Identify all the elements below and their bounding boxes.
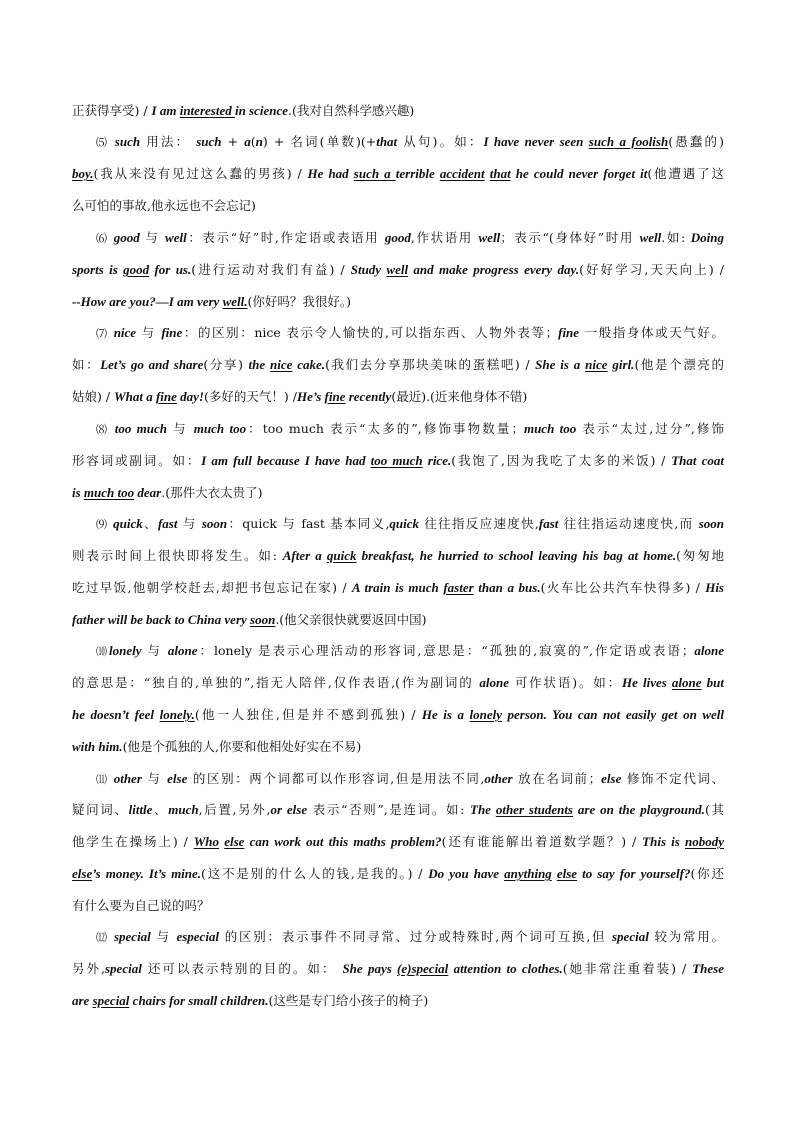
example-text: else <box>167 771 188 786</box>
body-text: 与 <box>141 643 168 658</box>
example-text: rice. <box>422 453 452 468</box>
example-text: quick <box>113 516 143 531</box>
body-text: 、 <box>142 516 158 531</box>
example-text: sports is <box>72 262 124 277</box>
example-text: He is a <box>421 707 470 722</box>
body-text: ,后置,另外, <box>198 802 271 817</box>
example-text: is <box>72 485 84 500</box>
body-text: ：quick 与 fast 基本同义, <box>227 516 390 531</box>
text-line <box>72 864 724 884</box>
example-text: recently <box>345 389 392 404</box>
example-text: soon <box>201 516 228 531</box>
body-text: 较为常用。 <box>648 929 724 944</box>
underlined-term: other students <box>495 802 573 817</box>
body-text: (最近).(近来他身体不错) <box>391 389 528 404</box>
underlined-term: that <box>489 166 511 181</box>
body-text: 修饰不定代词、 <box>621 771 724 786</box>
example-text: --How are you?—I am very <box>72 294 223 309</box>
underlined-term: special <box>92 993 130 1008</box>
example-text: father will be back to China very <box>72 612 251 627</box>
text-line <box>96 514 724 535</box>
body-text: 与 <box>167 421 194 436</box>
example-text: other <box>484 771 513 786</box>
underlined-term: quick <box>326 548 357 563</box>
example-text: I have never seen <box>483 134 589 149</box>
body-text: 、 <box>152 802 169 817</box>
example-text: but <box>701 675 724 690</box>
underlined-term: lonely. <box>159 707 195 722</box>
body-text: 与 <box>150 929 177 944</box>
text-line <box>72 737 724 757</box>
example-text: much too <box>523 421 577 436</box>
example-text: After a <box>282 548 327 563</box>
example-text: cake. <box>292 357 326 372</box>
example-text: I am <box>151 103 180 118</box>
example-text: alone <box>167 643 198 658</box>
body-text: 从句)。如： <box>397 134 484 149</box>
example-text: especial <box>176 929 220 944</box>
body-text: 还可以表示特别的目的。如： <box>141 961 343 976</box>
example-text: person. You can not easily get on well <box>502 707 724 722</box>
underlined-term: nice <box>270 357 293 372</box>
body-text: 正获得享受) / <box>72 103 152 118</box>
body-text: (这些是专门给小孩子的椅子) <box>268 993 429 1008</box>
example-text: alone <box>694 643 724 658</box>
body-text: 一般指身体或天气好。 <box>579 325 724 340</box>
text-line <box>72 387 724 407</box>
body-text: 的区别：表示事件不同寻常、过分或特殊时,两个词可互换,但 <box>219 929 612 944</box>
example-text: fine <box>161 325 183 340</box>
example-text: Doing <box>690 230 724 245</box>
body-text: (他遭遇了这 <box>647 166 724 181</box>
body-text: 可作状语)。如： <box>509 675 622 690</box>
example-text: and make progress every day. <box>408 262 580 277</box>
item-number: ⑺ <box>96 327 114 340</box>
underlined-term: such a foolish <box>588 134 669 149</box>
body-text: 的区别：两个词都可以作形容词,但是用法不同, <box>187 771 485 786</box>
item-number: ⑽ <box>96 645 109 658</box>
example-text: or else <box>270 802 308 817</box>
body-text: ：的区别：nice 表示令人愉快的,可以指东西、人物外表等； <box>182 325 559 340</box>
body-text: 用法： <box>140 134 197 149</box>
item-number: ⑸ <box>96 136 115 149</box>
example-text: soon <box>698 516 724 531</box>
example-text: much <box>168 802 199 817</box>
example-text: Study <box>350 262 387 277</box>
body-text: (我从来没有见过这么蠢的男孩) / <box>93 166 308 181</box>
body-text: 放在名词前； <box>512 771 602 786</box>
example-text: for us. <box>149 262 192 277</box>
example-text: fast <box>538 516 559 531</box>
body-text: .(那件大衣太贵了) <box>161 485 263 500</box>
underlined-term: anything <box>504 866 552 881</box>
example-text: ’s money. It’s mine. <box>92 866 202 881</box>
body-text: (愚蠢的) <box>668 134 724 149</box>
body-text: (她非常注重着装) / <box>562 961 693 976</box>
example-text: Do you have <box>428 866 505 881</box>
body-text: (火车比公共汽车快得多) / <box>540 580 706 595</box>
body-text: 与 <box>136 325 162 340</box>
example-text: the <box>248 357 271 372</box>
example-text: than a bus. <box>473 580 541 595</box>
example-text: Let’s go and share <box>100 357 204 372</box>
underlined-term: alone <box>671 675 702 690</box>
body-text: 表示“否则”,是连词。如: <box>307 802 470 817</box>
body-text: 吃过早饭,他朝学校赶去,却把书包忘记在家) / <box>72 580 352 595</box>
body-text: 表示“太过,过分”,修饰 <box>576 421 724 436</box>
text-line <box>96 132 724 153</box>
example-text: special <box>105 961 142 976</box>
text-line <box>72 673 724 693</box>
underlined-term: (e)special <box>397 961 449 976</box>
underlined-term: else <box>72 866 93 881</box>
text-line <box>72 355 724 375</box>
text-line <box>72 196 724 216</box>
text-line <box>96 769 724 790</box>
example-text: special <box>612 929 649 944</box>
example-text: terrible <box>395 166 440 181</box>
example-text: I am full because I have had <box>201 453 371 468</box>
text-line <box>72 292 724 312</box>
example-text: n <box>255 134 263 149</box>
body-text: (分享) <box>203 357 249 372</box>
body-text: 与 <box>177 516 202 531</box>
example-text: nice <box>113 325 137 340</box>
body-text: 的意思是：“独自的,单独的”,指无人陪伴,仅作表语,(作为副词的 <box>72 675 480 690</box>
text-line <box>72 610 724 630</box>
body-text: ：表示“好”时,作定语或表语用 <box>186 230 385 245</box>
underlined-term: well <box>386 262 409 277</box>
text-line <box>96 323 724 344</box>
text-line <box>72 832 724 852</box>
example-text: alone <box>479 675 509 690</box>
text-line <box>72 164 724 184</box>
underlined-term: Who <box>193 834 220 849</box>
body-text: 与 <box>139 230 166 245</box>
example-text: She is a <box>535 357 586 372</box>
body-text: (还有谁能解出着道数学题？) / <box>441 834 643 849</box>
example-text: are <box>72 993 93 1008</box>
body-text: 如： <box>72 357 101 372</box>
example-text: he doesn’t feel <box>72 707 160 722</box>
example-text: His <box>705 580 724 595</box>
body-text: 另外, <box>72 961 105 976</box>
body-text: (我们去分享那块美味的蛋糕吧) / <box>325 357 536 372</box>
text-line <box>72 101 724 121</box>
body-text: 往往指运动速度快,而 <box>558 516 699 531</box>
body-text: (这不是别的什么人的钱,是我的。) / <box>201 866 429 881</box>
body-text: (匆匆地 <box>676 548 724 563</box>
underlined-term: nice <box>585 357 608 372</box>
example-text: That coat <box>671 453 724 468</box>
text-line <box>72 260 724 280</box>
example-text: are on the playground. <box>573 802 705 817</box>
body-text: (好好学习,天天向上) / <box>579 262 724 277</box>
body-text: (其 <box>704 802 724 817</box>
underlined-term: interested <box>179 103 235 118</box>
body-text: (他是个孤独的人,你要和他相处好实在不易) <box>122 739 362 754</box>
underlined-term: soon <box>250 612 276 627</box>
body-text: ；表示“(身体好”时用 <box>500 230 640 245</box>
body-text: ：too much 表示“太多的”,修饰事物数量； <box>246 421 524 436</box>
example-text: day! <box>176 389 204 404</box>
example-text: He’s <box>296 389 325 404</box>
body-text: 形容词或副词。如： <box>72 453 202 468</box>
body-text: ：lonely 是表示心理活动的形容词,意思是：“孤独的,寂寞的”,作定语或表语； <box>197 643 695 658</box>
body-text: .(我对自然科学感兴趣) <box>288 103 415 118</box>
example-text: can work out this maths problem? <box>244 834 442 849</box>
example-text: She pays <box>342 961 398 976</box>
body-text: .(他父亲很快就要返回中国) <box>275 612 427 627</box>
example-text: such <box>196 134 222 149</box>
body-text: 往往指反应速度快, <box>419 516 539 531</box>
body-text: (你好吗？我很好。) <box>247 294 351 309</box>
example-text: else <box>601 771 622 786</box>
text-line <box>72 578 724 598</box>
example-text: good <box>384 230 411 245</box>
body-text: ) + 名词(单数)(+ <box>262 134 377 149</box>
example-text: He had <box>307 166 354 181</box>
body-text: (多好的天气！) / <box>204 389 297 404</box>
body-text: ( <box>250 134 256 149</box>
example-text: in science <box>234 103 289 118</box>
example-text: such <box>114 134 141 149</box>
text-line <box>96 228 724 249</box>
underlined-term: nobody <box>685 834 724 849</box>
example-text: breakfast, he hurried to school leaving his bag at home. <box>356 548 677 563</box>
text-line <box>96 927 724 948</box>
underlined-term: accident <box>439 166 485 181</box>
text-line <box>72 451 724 471</box>
example-text: well <box>165 230 187 245</box>
example-text: fast <box>157 516 178 531</box>
body-text: 有什么要为自己说的吗？ <box>72 898 210 913</box>
body-text: .如: <box>661 230 691 245</box>
underlined-term: fine <box>324 389 346 404</box>
item-number: ⑼ <box>96 518 114 531</box>
example-text: well <box>639 230 662 245</box>
text-line <box>72 896 724 916</box>
example-text: girl. <box>607 357 635 372</box>
example-text: dear <box>134 485 162 500</box>
underlined-term: such a <box>353 166 396 181</box>
underlined-term: lonely <box>469 707 502 722</box>
underlined-term: fine <box>155 389 177 404</box>
body-text: (他是个漂亮的 <box>634 357 724 372</box>
example-text: A train is much <box>351 580 444 595</box>
example-text: other <box>113 771 142 786</box>
body-text: (他一人独住,但是并不感到孤独) / <box>194 707 422 722</box>
example-text: well <box>478 230 501 245</box>
example-text: with him. <box>72 739 123 754</box>
example-text: he could never forget it <box>510 166 648 181</box>
body-text: (你还 <box>690 866 724 881</box>
example-text: a <box>244 134 251 149</box>
body-text: ,作状语用 <box>410 230 479 245</box>
underlined-term: well. <box>222 294 248 309</box>
body-text: (进行运动对我们有益) / <box>191 262 351 277</box>
underlined-term: else <box>556 866 578 881</box>
underlined-term: boy. <box>72 166 94 181</box>
underlined-term: good <box>123 262 150 277</box>
body-text: 么可怕的事故,他永远也不会忘记) <box>72 198 256 213</box>
example-text: that <box>376 134 398 149</box>
item-number: ⑾ <box>96 773 114 786</box>
example-text: He lives <box>622 675 672 690</box>
example-text: These <box>692 961 724 976</box>
body-text: + <box>221 134 245 149</box>
example-text: chairs for small children. <box>129 993 269 1008</box>
body-text: 疑问词、 <box>72 802 129 817</box>
text-line <box>72 483 724 503</box>
example-text: This is <box>642 834 685 849</box>
example-text: quick <box>389 516 420 531</box>
body-text: 与 <box>141 771 168 786</box>
example-text: too much <box>114 421 168 436</box>
text-line <box>72 705 724 725</box>
body-text: 则表示时间上很快即将发生。如: <box>72 548 283 563</box>
text-line <box>72 800 724 820</box>
text-line <box>72 991 724 1011</box>
underlined-term: else <box>224 834 245 849</box>
body-text: 姑娘) / <box>72 389 115 404</box>
underlined-term: faster <box>443 580 474 595</box>
example-text: much too <box>193 421 247 436</box>
example-text: lonely <box>109 643 142 658</box>
item-number: ⑿ <box>96 931 114 944</box>
text-line <box>96 419 724 440</box>
body-text: 他学生在操场上) / <box>72 834 194 849</box>
item-number: ⑻ <box>96 423 115 436</box>
example-text: attention to clothes. <box>448 961 563 976</box>
item-number: ⑹ <box>96 232 114 245</box>
example-text: fine <box>558 325 580 340</box>
text-line <box>72 959 724 979</box>
example-text: The <box>470 802 496 817</box>
text-line <box>96 641 724 662</box>
example-text: good <box>113 230 140 245</box>
text-line <box>72 546 724 566</box>
example-text: little <box>128 802 153 817</box>
underlined-term: much too <box>83 485 135 500</box>
example-text: to say for yourself? <box>577 866 691 881</box>
example-text: What a <box>114 389 156 404</box>
example-text: special <box>113 929 151 944</box>
underlined-term: too much <box>370 453 423 468</box>
body-text: (我饱了,因为我吃了太多的米饭) / <box>451 453 672 468</box>
